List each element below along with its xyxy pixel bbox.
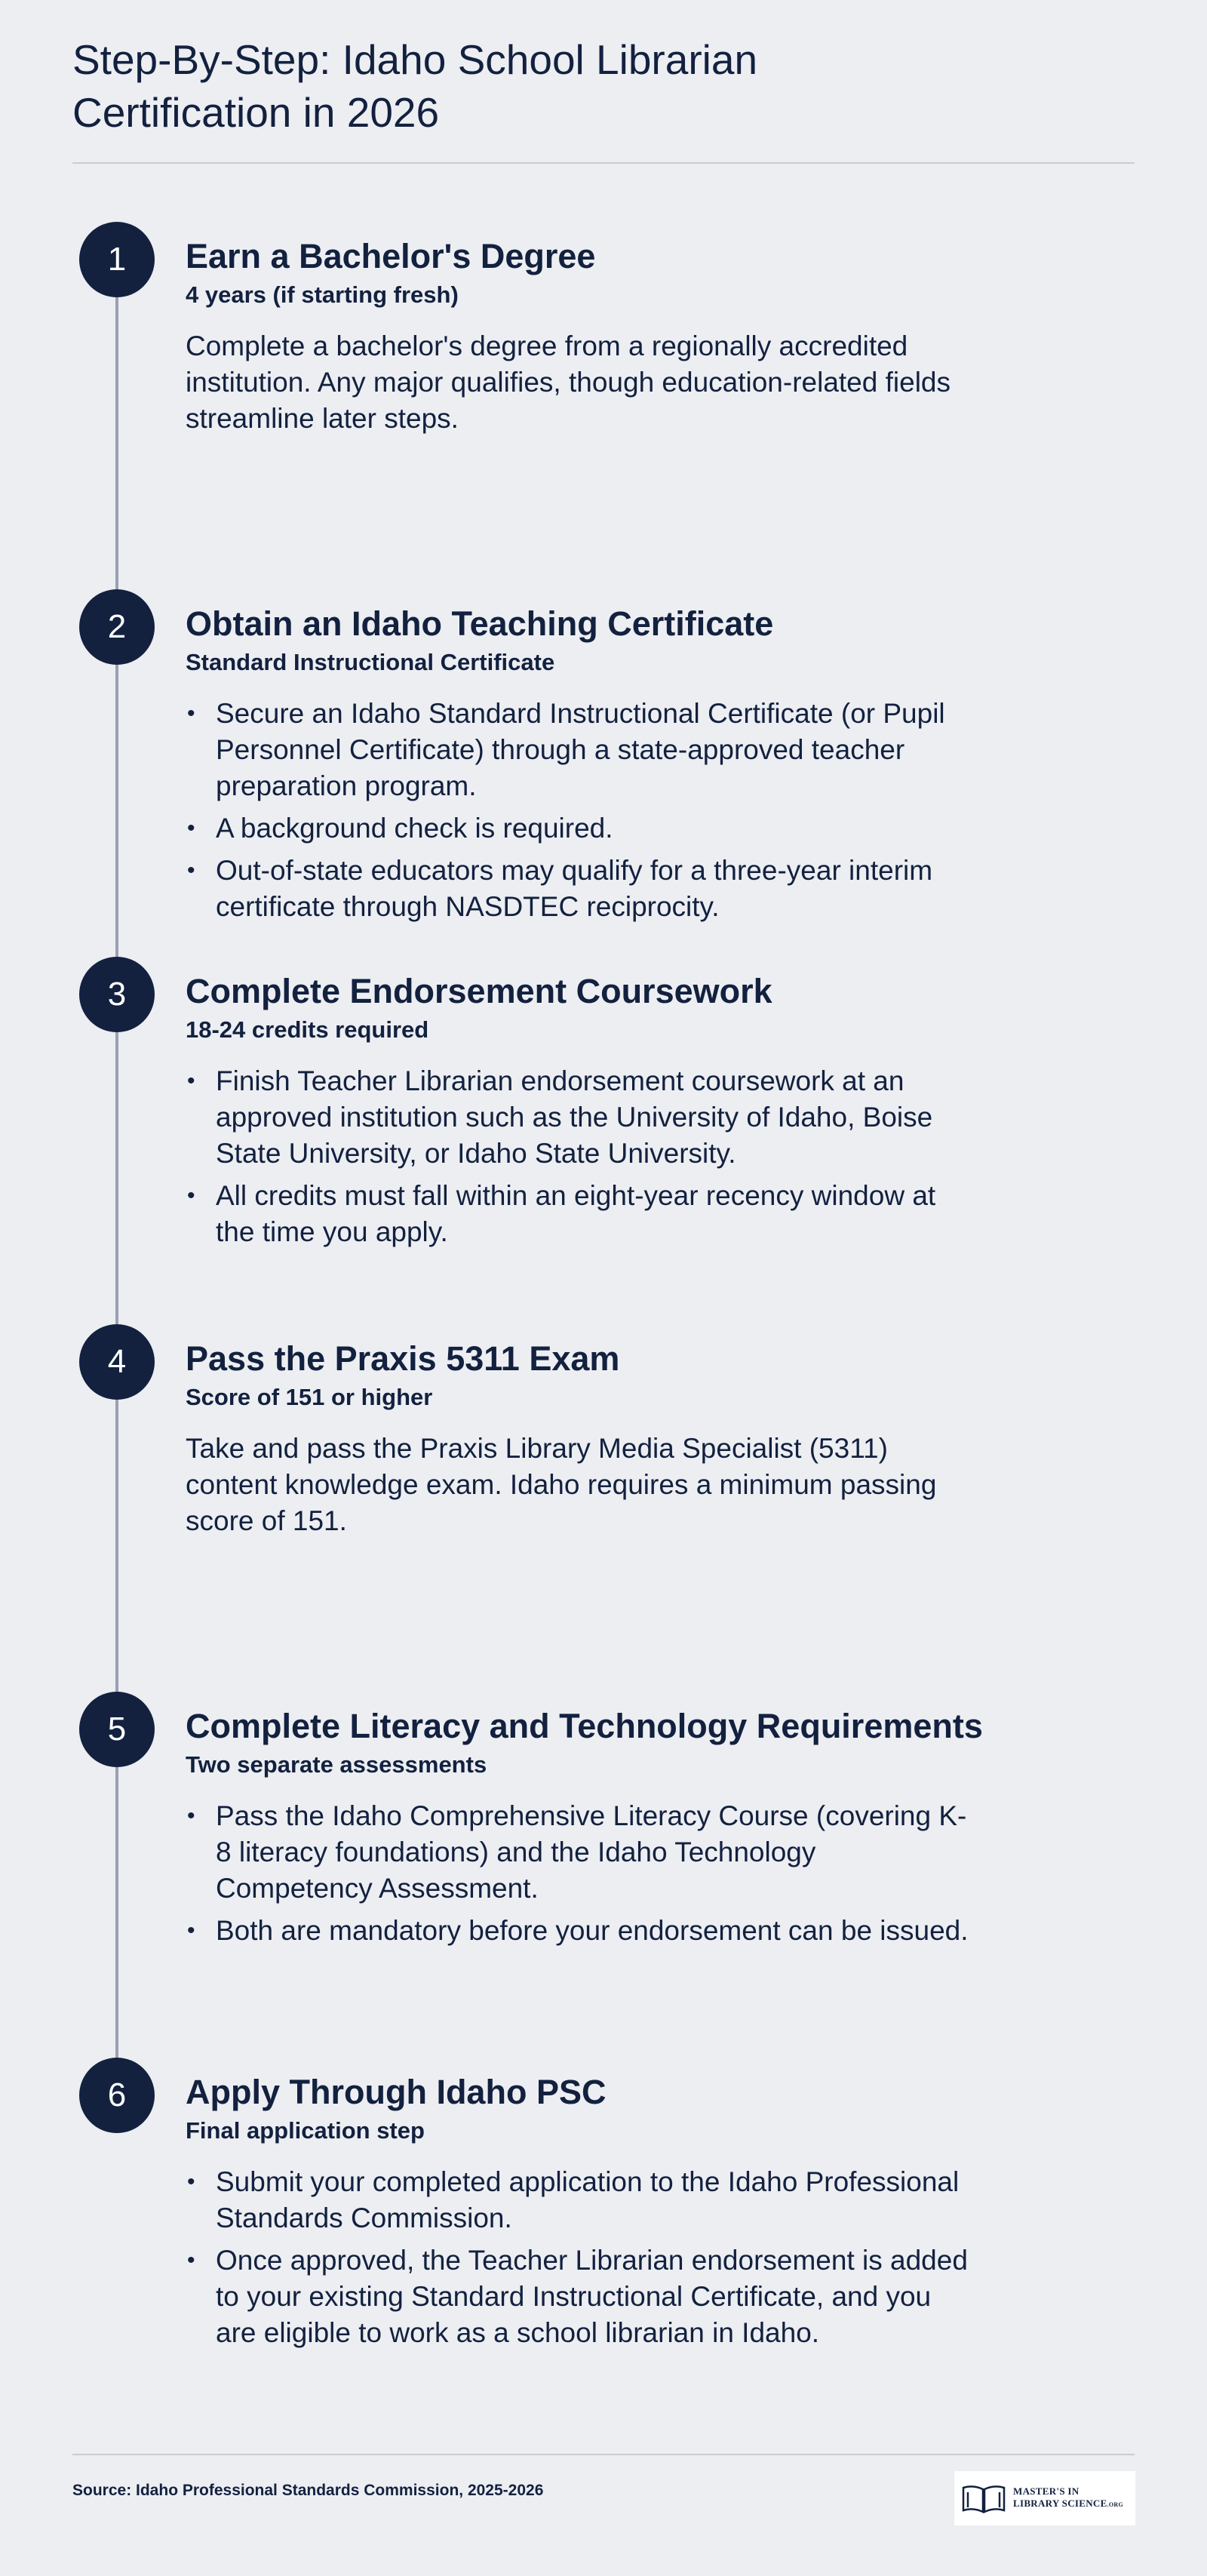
step-subtitle: 18-24 credits required xyxy=(186,1016,429,1043)
step-number-badge: 2 xyxy=(79,589,155,665)
step-number-badge: 3 xyxy=(79,957,155,1032)
site-logo xyxy=(954,2471,1135,2525)
list-item: • Secure an Idaho Standard Instructional Certificate (or Pupil Personnel Certificate) through a state-approved teacher preparation program. xyxy=(186,696,970,804)
list-item: • Submit your completed application to the Idaho Professional Standards Commission. xyxy=(186,2164,970,2236)
step-subtitle: Final application step xyxy=(186,2117,425,2144)
list-item: • Once approved, the Teacher Librarian endorsement is added to your existing Standard Instructional Certificate, and you are eligible to work as a school librarian in Idaho. xyxy=(186,2242,970,2351)
step-title: Complete Endorsement Coursework xyxy=(186,972,772,1010)
bullet-icon: • xyxy=(187,1803,195,1828)
step-number-badge: 4 xyxy=(79,1324,155,1400)
step-bullet-list xyxy=(186,2164,970,2351)
step-bullet-list xyxy=(186,696,970,925)
bullet-icon: • xyxy=(187,1068,195,1093)
list-item: • Pass the Idaho Comprehensive Literacy Course (covering K-8 literacy foundations) and the Idaho Technology Competency Assessment. xyxy=(186,1798,970,1907)
header-divider xyxy=(72,162,1135,164)
list-item: • A background check is required. xyxy=(186,810,970,847)
step-subtitle: Standard Instructional Certificate xyxy=(186,649,555,675)
step-title: Apply Through Idaho PSC xyxy=(186,2073,607,2111)
list-item: • Out-of-state educators may qualify for a three-year interim certificate through NASDTEC reciprocity. xyxy=(186,853,970,925)
step-content xyxy=(186,604,1015,931)
step-content xyxy=(186,236,1015,437)
bullet-icon: • xyxy=(187,701,195,726)
step-content xyxy=(186,1339,1015,1539)
open-book-icon xyxy=(960,2482,1007,2515)
footer-divider xyxy=(72,2454,1135,2455)
list-item: • Both are mandatory before your endorsement can be issued. xyxy=(186,1913,970,1949)
step-subtitle: Score of 151 or higher xyxy=(186,1384,433,1410)
bullet-icon: • xyxy=(187,2248,195,2273)
bullet-icon: • xyxy=(187,2169,195,2194)
step-number-badge: 6 xyxy=(79,2058,155,2133)
step-title: Complete Literacy and Technology Requirements xyxy=(186,1707,983,1745)
step-subtitle: Two separate assessments xyxy=(186,1751,487,1778)
source-citation: Source: Idaho Professional Standards Commission, 2025-2026 xyxy=(72,2482,544,2499)
step-number-badge: 5 xyxy=(79,1692,155,1767)
timeline-line xyxy=(115,260,118,2070)
step-description: Complete a bachelor's degree from a regionally accredited institution. Any major qualifies, though education-related fields streamline later steps. xyxy=(186,330,951,434)
step-title: Pass the Praxis 5311 Exam xyxy=(186,1339,620,1378)
step-bullet-list xyxy=(186,1798,970,1949)
bullet-icon: • xyxy=(187,858,195,883)
bullet-icon: • xyxy=(187,1183,195,1208)
page-title: Step-By-Step: Idaho School Librarian Certification in 2026 xyxy=(72,36,758,136)
step-title: Earn a Bachelor's Degree xyxy=(186,237,596,275)
logo-wordmark: MASTER'S IN LIBRARY SCIENCE.ORG xyxy=(1013,2485,1123,2509)
step-content xyxy=(186,2072,1015,2357)
step-content xyxy=(186,1706,1015,1955)
step-description: Take and pass the Praxis Library Media Specialist (5311) content knowledge exam. Idaho requires a minimum passing score of 151. xyxy=(186,1433,937,1536)
bullet-icon: • xyxy=(187,1918,195,1943)
step-subtitle: 4 years (if starting fresh) xyxy=(186,281,459,308)
list-item: • Finish Teacher Librarian endorsement coursework at an approved institution such as the University of Idaho, Boise State University, or Idaho State University. xyxy=(186,1063,970,1172)
step-title: Obtain an Idaho Teaching Certificate xyxy=(186,604,774,643)
bullet-icon: • xyxy=(187,816,195,841)
page-header xyxy=(72,33,1135,139)
list-item: • All credits must fall within an eight-year recency window at the time you apply. xyxy=(186,1178,970,1250)
step-content xyxy=(186,971,1015,1256)
step-number-badge: 1 xyxy=(79,222,155,297)
step-bullet-list xyxy=(186,1063,970,1250)
